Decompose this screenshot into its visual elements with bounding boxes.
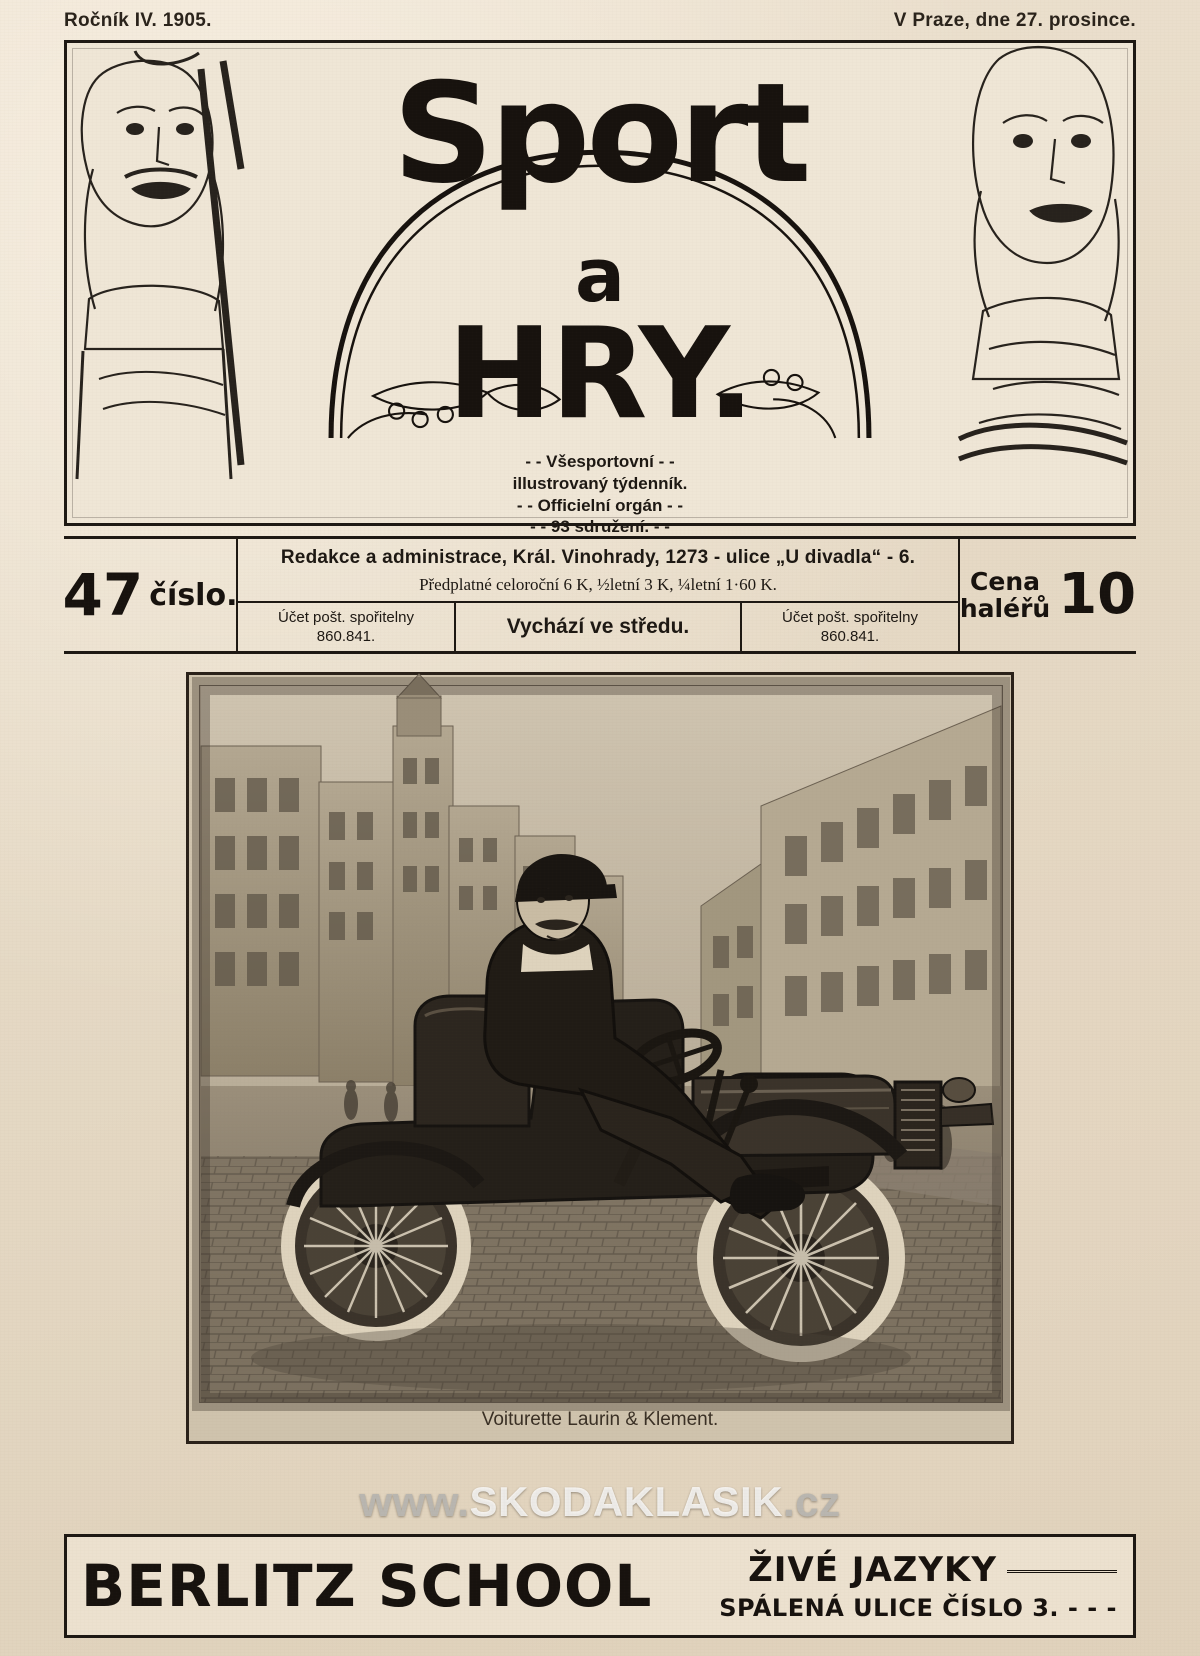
advert-rule-icon xyxy=(1007,1570,1117,1573)
issue-number-box xyxy=(64,539,238,651)
advert-details xyxy=(652,1550,1133,1622)
illustration-right-face-icon xyxy=(959,49,1127,479)
price-value: 10 xyxy=(1058,562,1137,627)
masthead xyxy=(64,40,1136,537)
subscription-prices: Předplatné celoroční 6 K, ½letní 3 K, ¼letní 1·60 K. xyxy=(419,575,777,594)
illustration-left-face-icon xyxy=(73,49,241,479)
advert-line-1-text: ŽIVÉ JAZYKY xyxy=(748,1550,997,1590)
masthead-title-area xyxy=(247,43,953,537)
info-center-bottom xyxy=(238,603,958,651)
watermark-prefix: www. xyxy=(359,1478,470,1525)
publication-day: Vychází ve středu. xyxy=(506,615,690,638)
postal-account-left xyxy=(238,603,456,651)
editorial-address: Redakce a administrace, Král. Vinohrady, 1273 - ulice „U divadla“ - 6. xyxy=(280,547,916,568)
subtitle-line-3: - - Officielní orgán - - xyxy=(516,495,684,515)
price-box xyxy=(958,539,1136,651)
masthead-title-hry: HRY. xyxy=(447,300,753,447)
postal-account-right-label: Účet pošt. spořitelny xyxy=(782,608,918,626)
postal-account-left-label: Účet pošt. spořitelny xyxy=(278,608,414,626)
masthead-title-sport: Sport xyxy=(392,53,808,214)
watermark-suffix: .cz xyxy=(783,1478,841,1525)
advert-name: BERLITZ SCHOOL xyxy=(81,1552,653,1620)
advert-line-2: SPÁLENÁ ULICE ČÍSLO 3. - - - xyxy=(719,1594,1117,1622)
masthead-subtitle xyxy=(513,451,688,538)
price-label xyxy=(960,568,1050,623)
cover-photo-illustration xyxy=(200,686,1002,1402)
info-center-top xyxy=(238,539,958,603)
masthead-info-bar xyxy=(64,536,1136,654)
page-header-line xyxy=(64,0,1136,32)
photo-caption: Voiturette Laurin & Klement. xyxy=(481,1409,719,1430)
subtitle-line-1: - - Všesportovní - - xyxy=(525,452,675,471)
issue-number: 47 xyxy=(62,561,144,629)
watermark-brand: SKODAKLASIK xyxy=(469,1478,784,1525)
postal-account-right-number: 860.841. xyxy=(820,628,880,645)
masthead-title-a: a xyxy=(575,233,625,319)
postal-account-right xyxy=(740,603,958,651)
cover-photo-frame xyxy=(186,672,1014,1444)
issue-label: číslo. xyxy=(149,577,238,613)
price-label-line1: Cena xyxy=(970,566,1041,596)
info-center xyxy=(238,539,958,651)
subtitle-line-2: illustrovaný týdenník. xyxy=(512,473,688,493)
cover-photo xyxy=(199,685,1003,1403)
postal-account-left-number: 860.841. xyxy=(316,628,376,645)
watermark xyxy=(0,1478,1200,1526)
volume-text: Ročník IV. 1905. xyxy=(64,10,212,31)
subtitle-line-4: - - 93 sdružení. - - xyxy=(530,517,670,537)
price-label-line2: haléřů xyxy=(959,594,1051,623)
advert-line-1 xyxy=(652,1550,1117,1590)
place-date-text: V Praze, dne 27. prosince. xyxy=(893,10,1136,31)
advertisement-berlitz xyxy=(64,1534,1136,1638)
